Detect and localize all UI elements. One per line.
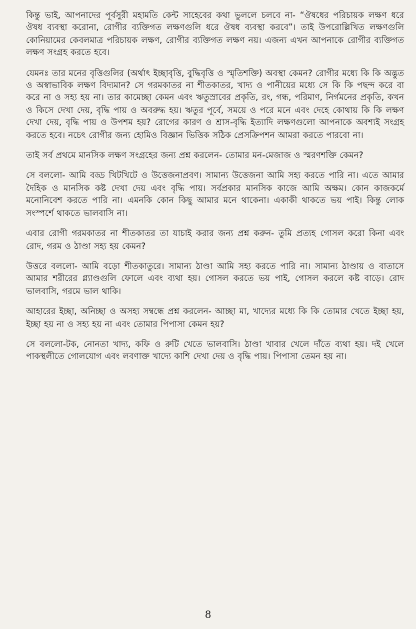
paragraph: উত্তরে বললো- আমি বড়ো শীতকাতুরে। সামান্য ঠাণ্ডা আমি সহ্য করতে পারি না। সামান্য ঠাণ্ডায় ও বাতাসে আমার শরীরের গ্ল্যাণ্ডগুলি ফোলে এবং ব্যথা হয়। গোসল করতে ভয় পাই, গোসল করলে কষ্ট বাড়ে। রোদ ভালবাসি, গরমে ভাল থাকি। xyxy=(26,261,404,297)
paragraph: কিন্তু ভাই, আপনাদের পূর্বসুরী মহামতি কেন্ট সাহেবের কথা ভুললে চলবে না- “ঔষধের পরিচায়ক লক্ষণ ধরে ঔষধ ব্যবস্থা করোনা, রোগীর ব্যক্তিগত লক্ষণগুলি ধরে ঔষধ ব্যবস্থা করবে”। তাই উপরোল্লিখিত লক্ষণগুলি কোনিয়ামের কেবলমাত্র পরিচায়ক লক্ষণ, রোগীর ব্যক্তিগত লক্ষণ নয়। এজন্য এখন আপনাকে রোগীর ব্যক্তিগত লক্ষণ সংগ্রহ করতে হবে। xyxy=(26,11,404,59)
paragraph: সে বললো-টক, নোনতা খাদ্য, কফি ও রুটি খেতে ভালবাসি। ঠাণ্ডা খাবার খেলে দাঁতে ব্যথা হয়। দই খেলে পাকস্থলীতে গোলযোগ এবং লবণাক্ত খাদ্যে কাশি দেখা দেয় ও বৃদ্ধি পায়। পিপাসা তেমন হয় না। xyxy=(26,339,404,363)
paragraph: তাই সর্ব প্রথমে মানসিক লক্ষণ সংগ্রহের জন্য প্রশ্ন করলেন- তোমার মন-মেজাজ ও স্মরণশক্তি কেমন? xyxy=(26,151,364,162)
paragraph: সে বললো- আমি বড্ড খিটখিটে ও উত্তেজনাপ্রবণ। সামান্য উত্তেজনা আমি সহ্য করতে পারি না। এতে আমার দৈহিক ও মানসিক কষ্ট দেখা দেয় এবং বৃদ্ধি পায়। সর্বপ্রকার মানসিক কাজে আমি অক্ষম। কোন কাজকর্মে মনোনিবেশ করতে পারি না। এমনকি কোন কিছু আমার মনে থাকেনা। একাকী থাকতে ভয় পাই। কিন্তু লোক সংস্পর্শে থাকতে ভালবাসি না। xyxy=(26,171,404,219)
paragraph: যেমনঃ তার মনের বৃত্তিগুলির (অর্থাৎ ইচ্ছাবৃত্তি, বুদ্ধিবৃত্তি ও স্মৃতিশক্তি) অবস্থা কেমন? রোগীর মধ্যে কি কি অদ্ভুত ও অস্বাভাবিক লক্ষণ বিদ্যমান? সে গরমকাতর না শীতকাতর, খাদ্য ও পানীয়ের মধ্যে সে কি কি পছন্দ করে বা করে না ও সহ্য হয় না। তার কামেচ্ছা কেমন এবং ঋতুস্রাবের প্রকৃতি, রং, গন্ধ, পরিমাণ, নির্গমনের প্রকৃতি, কখন ও কিসে দেখা দেয়, বৃদ্ধি পায় ও অবরুদ্ধ হয়। ঋতুর পূর্বে, সময়ে ও পরে মনে এবং দেহে কোথায় কি কি লক্ষণ দেখা দেয়, বৃদ্ধি পায় ও উপশম হয়? রোগের কারণ ও শ্রাস-বৃদ্ধি ইত্যাদি লক্ষণগুলো আপনাকে অবশ্যই সংগ্রহ করতে হবে। নচেৎ রোগীর জন্য হোমিও বিজ্ঞান ভিত্তিক সঠিক প্রেসক্রিপশন আমরা করতে পারবো না। xyxy=(26,68,404,141)
page-number: 8 xyxy=(204,610,212,621)
paragraph: এবার রোগী গরমকাতর না শীতকাতর তা যাচাই করার জন্য প্রশ্ন করুন- তুমি প্রত্যহ গোসল করো কিনা এবং রোদ, গরম ও ঠাণ্ডা সহ্য হয় কেমন? xyxy=(26,229,404,252)
paragraph: আহারের ইচ্ছা, অনিচ্ছা ও অসহ্য সম্বন্ধে প্রশ্ন করলেন- আচ্ছা মা, খাদ্যের মধ্যে কি কি তোমার খেতে ইচ্ছা হয়, ইচ্ছা হয় না ও সহ্য হয় না এবং তোমার পিপাসা কেমন হয়? xyxy=(26,307,404,330)
